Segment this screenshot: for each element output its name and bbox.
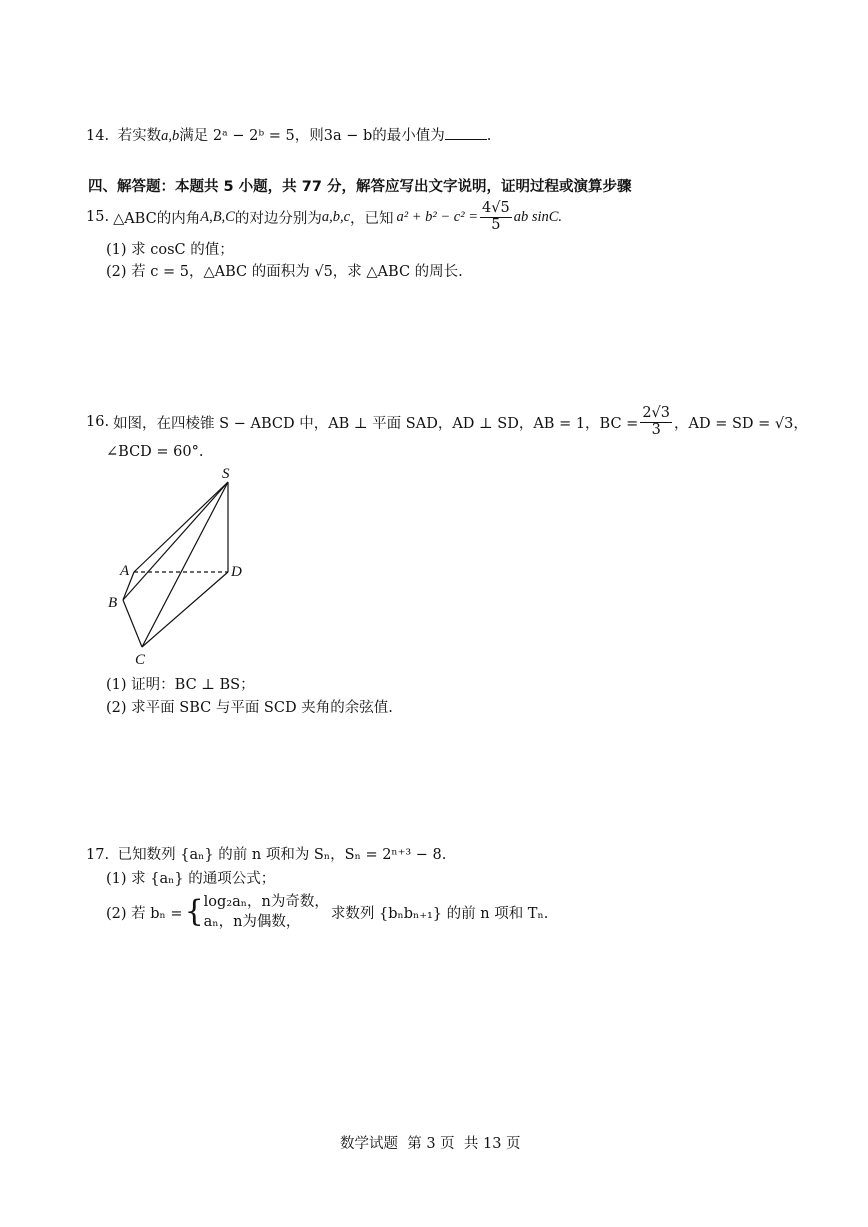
math-expression: 3a − b	[323, 128, 373, 144]
math-equation-left: a² + b² − c² =	[396, 208, 479, 225]
pyramid-figure	[98, 462, 258, 668]
fraction-denominator: 3	[651, 421, 661, 438]
question-text: ，则	[294, 128, 324, 144]
vertex-label-S: S	[222, 466, 230, 482]
question-text: (2) 若 bₙ =	[106, 905, 183, 922]
case-even: aₙ，n为偶数，	[203, 914, 301, 930]
question-text: 满足	[179, 128, 209, 144]
question-15-part2: (2) 若 c = 5，△ABC 的面积为 √5，求 △ABC 的周长.	[106, 264, 463, 280]
fraction	[480, 201, 512, 232]
vertex-label-B: B	[108, 595, 118, 611]
question-text: ，AD = SD = √3，	[674, 415, 808, 432]
answer-blank	[445, 125, 487, 140]
fraction-denominator: 5	[491, 216, 501, 233]
question-17-stem	[86, 843, 446, 864]
left-brace: {	[184, 894, 204, 929]
case-odd: log₂aₙ，n为奇数，	[203, 894, 329, 910]
question-16-stem-line2: ∠BCD = 60°.	[106, 444, 204, 460]
question-16-stem	[86, 404, 808, 440]
question-14	[86, 124, 491, 145]
math-formula: 2ᵃ − 2ᵇ = 5	[212, 128, 295, 144]
edge-CD	[142, 572, 228, 647]
question-number: 14.	[86, 128, 110, 144]
page-footer: 数学试题 第 3 页 共 13 页	[340, 1136, 521, 1152]
question-text: 求数列 {bₙbₙ₊₁} 的前 n 项和 Tₙ.	[330, 905, 549, 922]
edge-SA	[134, 482, 228, 572]
math-vars: A,B,C	[200, 208, 235, 225]
vertex-label-A: A	[120, 563, 130, 579]
question-text: 若实数	[117, 128, 162, 144]
question-16-part2: (2) 求平面 SBC 与平面 SCD 夹角的余弦值.	[106, 700, 393, 716]
question-text: 的最小值为	[372, 128, 445, 144]
fraction-numerator: 4√5	[482, 200, 510, 217]
question-text: 已知数列 {aₙ} 的前 n 项和为 Sₙ，Sₙ = 2ⁿ⁺³ − 8.	[117, 847, 447, 863]
question-number: 17.	[86, 847, 110, 863]
question-15-stem	[86, 201, 562, 233]
fraction-numerator: 2√3	[642, 405, 671, 422]
question-15-part1: (1) 求 cosC 的值；	[106, 242, 234, 258]
fraction	[640, 406, 672, 437]
edge-BC	[123, 600, 142, 647]
question-number: 16.	[86, 414, 110, 430]
period: .	[486, 128, 492, 144]
math-vars: a,b	[161, 128, 180, 144]
math-vars: a,b,c	[321, 208, 351, 225]
math-equation-right: ab sinC.	[513, 208, 563, 225]
question-number: 15.	[86, 209, 110, 225]
question-17-part1: (1) 求 {aₙ} 的通项公式；	[106, 871, 276, 887]
question-text: 的对边分别为	[234, 210, 322, 227]
question-17-part2	[106, 890, 548, 934]
question-16-part1: (1) 证明：BC ⊥ BS；	[106, 677, 255, 693]
question-text: 如图，在四棱锥 S − ABCD 中，AB ⊥ 平面 SAD，AD ⊥ SD，AB = 1，BC =	[113, 415, 639, 432]
vertex-label-C: C	[135, 652, 146, 668]
piecewise-cases	[204, 892, 329, 932]
section-heading: 四、解答题：本题共 5 小题，共 77 分，解答应写出文字说明，证明过程或演算步骤	[88, 179, 632, 195]
vertex-label-D: D	[231, 564, 242, 580]
question-text: ，已知	[350, 210, 394, 227]
question-text: △ABC的内角	[113, 210, 201, 227]
